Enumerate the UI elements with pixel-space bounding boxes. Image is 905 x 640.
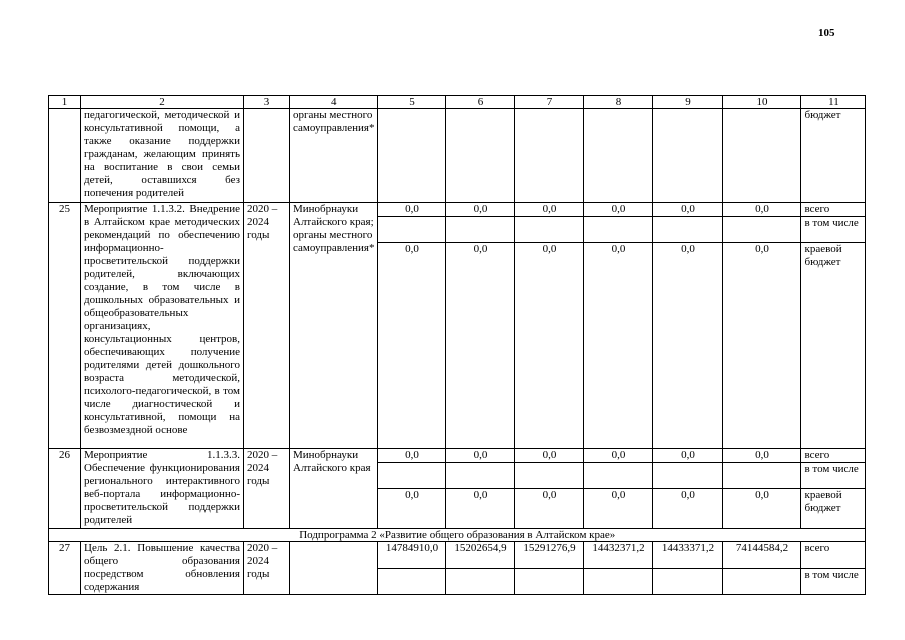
activity-description: Мероприятие 1.1.3.2. Внедрение в Алтайском крае методических рекомендаций по обеспечению информационно-просветительской поддержки родителей, включающих создание, в том числе в дошкольных образовательных и общеобразовательных организациях, консультационных центров, обеспечивающих получение родителями детей дошкольного возраста методической, психолого-педагогической, в том числе диагностической и консультативной, помощи на безвозмездной основе (81, 203, 244, 449)
value-cell: 0,0 (723, 243, 801, 449)
value-cell: 0,0 (378, 203, 446, 217)
header-cell: 10 (723, 96, 801, 109)
table-row (49, 449, 866, 463)
value-cell (515, 463, 584, 489)
value-cell: 0,0 (653, 203, 723, 217)
source-cell: бюджет (801, 109, 866, 203)
header-cell: 8 (584, 96, 653, 109)
row-number: 25 (49, 203, 81, 449)
value-cell: 15202654,9 (446, 542, 515, 569)
value-cell (446, 217, 515, 243)
value-cell: 0,0 (378, 489, 446, 529)
program-table (48, 95, 866, 595)
value-cell (723, 463, 801, 489)
value-cell: 0,0 (584, 489, 653, 529)
executor-cell: Минобрнауки Алтайского края; органы местного самоуправления* (290, 203, 378, 449)
header-cell: 5 (378, 96, 446, 109)
value-cell: 0,0 (515, 449, 584, 463)
value-cell (653, 109, 723, 203)
value-cell: 0,0 (515, 243, 584, 449)
value-cell (446, 463, 515, 489)
value-cell (653, 569, 723, 595)
value-cell: 0,0 (723, 203, 801, 217)
row-number: 27 (49, 542, 81, 595)
period-cell: 2020 – 2024 годы (244, 449, 290, 529)
header-cell: 9 (653, 96, 723, 109)
source-cell: краевой бюджет (801, 489, 866, 529)
value-cell (378, 569, 446, 595)
activity-description: Мероприятие 1.1.3.3. Обеспечение функционирования регионального интерактивного веб-портала информационно-просветительской поддержки родителей (81, 449, 244, 529)
value-cell: 0,0 (378, 243, 446, 449)
value-cell: 0,0 (378, 449, 446, 463)
row-number (49, 109, 81, 203)
value-cell: 0,0 (515, 203, 584, 217)
value-cell (515, 109, 584, 203)
value-cell: 14432371,2 (584, 542, 653, 569)
table-row (49, 203, 866, 217)
header-row (49, 96, 866, 109)
value-cell (378, 463, 446, 489)
header-cell: 11 (801, 96, 866, 109)
value-cell: 0,0 (446, 243, 515, 449)
value-cell (653, 217, 723, 243)
subprogram-title: Подпрограмма 2 «Развитие общего образования в Алтайском крае» (49, 529, 866, 542)
value-cell (446, 569, 515, 595)
source-cell: краевой бюджет (801, 243, 866, 449)
value-cell: 0,0 (584, 203, 653, 217)
value-cell (446, 109, 515, 203)
table-row (49, 109, 866, 203)
source-cell: в том числе (801, 569, 866, 595)
value-cell (378, 109, 446, 203)
value-cell: 0,0 (653, 243, 723, 449)
value-cell (653, 463, 723, 489)
value-cell: 15291276,9 (515, 542, 584, 569)
period-cell: 2020 – 2024 годы (244, 542, 290, 595)
source-cell: всего (801, 449, 866, 463)
value-cell: 74144584,2 (723, 542, 801, 569)
value-cell: 0,0 (653, 449, 723, 463)
value-cell (723, 109, 801, 203)
executor-cell: Минобрнауки Алтайского края (290, 449, 378, 529)
value-cell (723, 569, 801, 595)
value-cell: 14784910,0 (378, 542, 446, 569)
executor-cell (290, 542, 378, 595)
source-cell: в том числе (801, 217, 866, 243)
value-cell: 0,0 (653, 489, 723, 529)
value-cell: 0,0 (446, 449, 515, 463)
value-cell: 14433371,2 (653, 542, 723, 569)
value-cell (584, 109, 653, 203)
executor-cell: органы местного самоуправления* (290, 109, 378, 203)
subprogram-row (49, 529, 866, 542)
period-cell: 2020 – 2024 годы (244, 203, 290, 449)
source-cell: всего (801, 203, 866, 217)
row-number: 26 (49, 449, 81, 529)
value-cell (723, 217, 801, 243)
header-cell: 4 (290, 96, 378, 109)
table-row (49, 542, 866, 569)
value-cell (378, 217, 446, 243)
activity-description: педагогической, методической и консультативной помощи, а также оказание поддержки гражданам, желающим принять на воспитание в свои семьи детей, оставшихся без попечения родителей (81, 109, 244, 203)
source-cell: в том числе (801, 463, 866, 489)
value-cell (584, 463, 653, 489)
value-cell (515, 569, 584, 595)
source-cell: всего (801, 542, 866, 569)
header-cell: 1 (49, 96, 81, 109)
header-cell: 3 (244, 96, 290, 109)
page-number: 105 (818, 27, 835, 39)
header-cell: 2 (81, 96, 244, 109)
value-cell: 0,0 (446, 489, 515, 529)
value-cell (584, 569, 653, 595)
header-cell: 6 (446, 96, 515, 109)
value-cell: 0,0 (584, 449, 653, 463)
value-cell: 0,0 (515, 489, 584, 529)
activity-description: Цель 2.1. Повышение качества общего образования посредством обновления содержания (81, 542, 244, 595)
value-cell: 0,0 (446, 203, 515, 217)
header-cell: 7 (515, 96, 584, 109)
value-cell (515, 217, 584, 243)
value-cell: 0,0 (723, 449, 801, 463)
value-cell: 0,0 (723, 489, 801, 529)
value-cell: 0,0 (584, 243, 653, 449)
period-cell (244, 109, 290, 203)
value-cell (584, 217, 653, 243)
